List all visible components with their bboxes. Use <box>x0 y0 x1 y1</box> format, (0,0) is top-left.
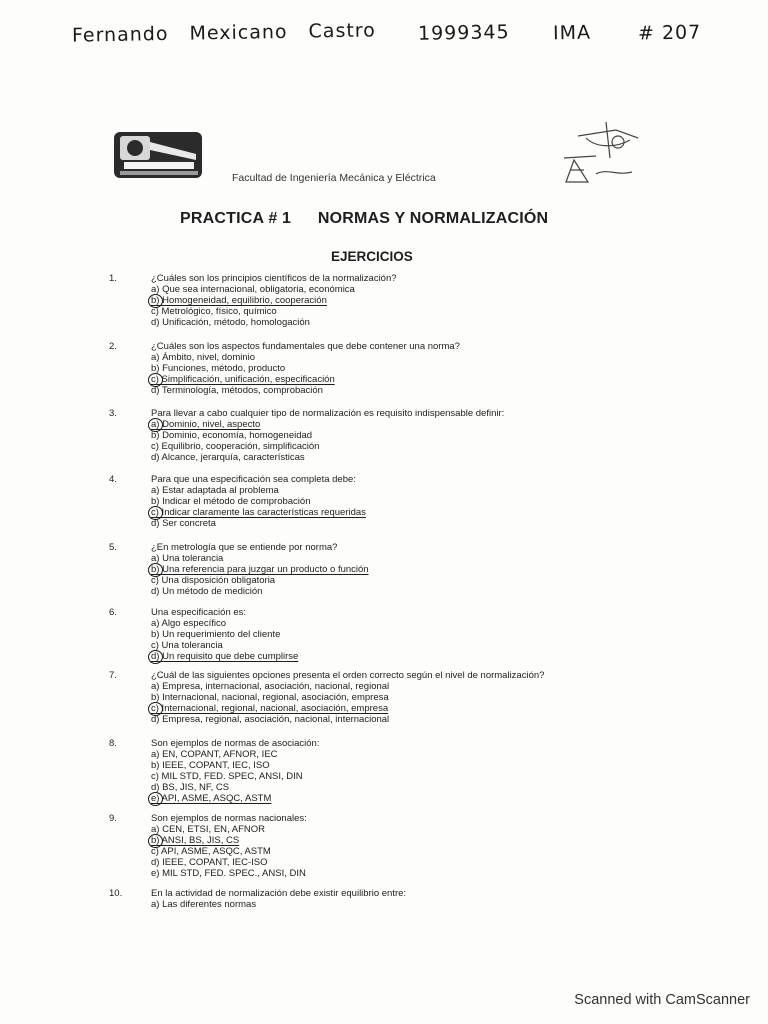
question-body <box>151 670 651 725</box>
question-number: 9. <box>109 813 117 824</box>
question-text: Son ejemplos de normas nacionales: <box>151 813 307 824</box>
answer-option <box>151 771 651 782</box>
answer-option-text: a) Dominio, nivel, aspecto <box>151 419 261 430</box>
question-body <box>151 607 651 662</box>
answer-option-text: e) MIL STD, FED. SPEC., ANSI, DIN <box>151 868 306 879</box>
answer-option-text: a) Algo específico <box>151 618 226 629</box>
selected-answer-option <box>151 374 651 385</box>
answer-option <box>151 553 651 564</box>
answer-option-text: a) Las diferentes normas <box>151 899 257 910</box>
answer-option <box>151 640 651 651</box>
answer-option-text: d) Ser concreta <box>151 518 216 529</box>
answer-option-text: c) Equilibrio, cooperación, simplificación <box>151 441 320 452</box>
answer-option <box>151 317 651 328</box>
answer-option <box>151 385 651 396</box>
selected-answer-option <box>151 651 651 662</box>
practice-title <box>180 210 548 228</box>
answer-option <box>151 352 651 363</box>
answer-option-text: d) Terminología, métodos, comprobación <box>151 385 323 396</box>
question-body <box>151 813 651 879</box>
scanner-watermark: Scanned with CamScanner <box>574 992 750 1008</box>
selected-answer-option <box>151 564 651 575</box>
answer-option-text: c) API, ASME, ASQC, ASTM <box>151 846 271 857</box>
question-body <box>151 408 651 463</box>
answer-option <box>151 846 651 857</box>
faculty-logo <box>556 118 648 190</box>
answer-option-text: c) Metrológico, físico, químico <box>151 306 277 317</box>
answer-option-text: d) Un requisito que debe cumplirse <box>151 651 299 662</box>
answer-option-text: e) API, ASME, ASQC, ASTM <box>151 793 272 804</box>
practice-topic: NORMAS Y NORMALIZACIÓN <box>317 210 549 227</box>
question-body <box>151 888 651 910</box>
answer-option-text: c) Una disposición obligatoria <box>151 575 276 586</box>
answer-option-text: c) Una tolerancia <box>151 640 223 651</box>
answer-option <box>151 681 651 692</box>
answer-option-text: b) ANSI, BS, JIS, CS <box>151 835 240 846</box>
answer-option <box>151 692 651 703</box>
selected-answer-option <box>151 507 651 518</box>
question-text: Son ejemplos de normas de asociación: <box>151 738 320 749</box>
answer-option-text: d) IEEE, COPANT, IEC-ISO <box>151 857 268 868</box>
answer-option <box>151 899 651 910</box>
answer-option <box>151 518 651 529</box>
answer-option-text: a) Una tolerancia <box>151 553 224 564</box>
answer-option <box>151 363 651 374</box>
question-body <box>151 542 651 597</box>
question-text: ¿Cuáles son los aspectos fundamentales que debe contener una norma? <box>151 341 460 352</box>
practice-number: PRACTICA # 1 <box>180 210 292 227</box>
answer-option-text: a) Que sea internacional, obligatoria, económica <box>151 284 355 295</box>
selected-answer-option <box>151 835 651 846</box>
answer-option-text: a) EN, COPANT, AFNOR, IEC <box>151 749 278 760</box>
answer-option <box>151 629 651 640</box>
question-number: 10. <box>109 888 123 899</box>
answer-option-text: b) Una referencia para juzgar un producto o función <box>151 564 369 575</box>
student-id: 1999345 <box>417 21 510 45</box>
question-text: Una especificación es: <box>151 607 247 618</box>
answer-option-text: a) Empresa, internacional, asociación, nacional, regional <box>151 681 390 692</box>
answer-option-text: a) Estar adaptada al problema <box>151 485 279 496</box>
answer-option-text: d) Empresa, regional, asociación, nacional, internacional <box>151 714 390 725</box>
answer-option-text: b) Homogeneidad, equilibrio, cooperación <box>151 295 327 306</box>
question-text: En la actividad de normalización debe existir equilibrio entre: <box>151 888 407 899</box>
answer-option <box>151 618 651 629</box>
selected-answer-option <box>151 295 651 306</box>
question-text: ¿En metrología que se entiende por norma? <box>151 542 338 553</box>
metrology-department-logo <box>110 126 206 182</box>
list-number: # 207 <box>637 21 702 45</box>
question-body <box>151 738 651 804</box>
answer-option-text: a) Ámbito, nivel, dominio <box>151 352 256 363</box>
question-number: 4. <box>109 474 117 485</box>
question-number: 7. <box>109 670 117 681</box>
answer-option <box>151 284 651 295</box>
question-text: Para llevar a cabo cualquier tipo de normalización es requisito indispensable definir: <box>151 408 505 419</box>
question-number: 5. <box>109 542 117 553</box>
selected-answer-option <box>151 703 651 714</box>
answer-option <box>151 306 651 317</box>
program: IMA <box>552 21 592 45</box>
student-name: Fernando Mexicano Castro <box>71 19 377 47</box>
answer-option-text: d) Unificación, método, homologación <box>151 317 310 328</box>
question-text: Para que una especificación sea completa debe: <box>151 474 356 485</box>
answer-option <box>151 441 651 452</box>
answer-option-text: d) Alcance, jerarquía, características <box>151 452 305 463</box>
question-number: 8. <box>109 738 117 749</box>
question-body <box>151 273 651 328</box>
answer-option <box>151 430 651 441</box>
question-number: 6. <box>109 607 117 618</box>
answer-option-text: c) MIL STD, FED. SPEC, ANSI, DIN <box>151 771 303 782</box>
answer-option-text: b) Funciones, método, producto <box>151 363 286 374</box>
answer-option <box>151 749 651 760</box>
answer-option <box>151 452 651 463</box>
answer-option-text: c) Simplificación, unificación, especificación <box>151 374 335 385</box>
selected-answer-option <box>151 793 651 804</box>
answer-option-text: d) BS, JIS, NF, CS <box>151 782 230 793</box>
answer-option <box>151 760 651 771</box>
question-number: 1. <box>109 273 117 284</box>
answer-option-text: c) Indicar claramente las características requeridas <box>151 507 366 518</box>
answer-option <box>151 824 651 835</box>
answer-option <box>151 857 651 868</box>
question-body <box>151 341 651 396</box>
answer-option <box>151 496 651 507</box>
faculty-name: Facultad de Ingeniería Mecánica y Eléctrica <box>232 172 436 184</box>
question-number: 3. <box>109 408 117 419</box>
answer-option-text: d) Un método de medición <box>151 586 263 597</box>
answer-option-text: b) Indicar el método de comprobación <box>151 496 311 507</box>
answer-option <box>151 868 651 879</box>
answer-option-text: c) Internacional, regional, nacional, asociación, empresa <box>151 703 389 714</box>
answer-option <box>151 575 651 586</box>
answer-option <box>151 782 651 793</box>
answer-option-text: b) Dominio, economía, homogeneidad <box>151 430 313 441</box>
section-heading: EJERCICIOS <box>331 249 413 264</box>
answer-option-text: a) CEN, ETSI, EN, AFNOR <box>151 824 266 835</box>
answer-option-text: b) Internacional, nacional, regional, asociación, empresa <box>151 692 389 703</box>
question-text: ¿Cuáles son los principios científicos de la normalización? <box>151 273 397 284</box>
answer-option-text: b) IEEE, COPANT, IEC, ISO <box>151 760 270 771</box>
question-text: ¿Cuál de las siguientes opciones presenta el orden correcto según el nivel de normalización? <box>151 670 545 681</box>
answer-option <box>151 714 651 725</box>
question-number: 2. <box>109 341 117 352</box>
answer-option <box>151 586 651 597</box>
answer-option-text: b) Un requerimiento del cliente <box>151 629 281 640</box>
handwritten-header <box>0 18 768 58</box>
selected-answer-option <box>151 419 651 430</box>
question-body <box>151 474 651 529</box>
answer-option <box>151 485 651 496</box>
